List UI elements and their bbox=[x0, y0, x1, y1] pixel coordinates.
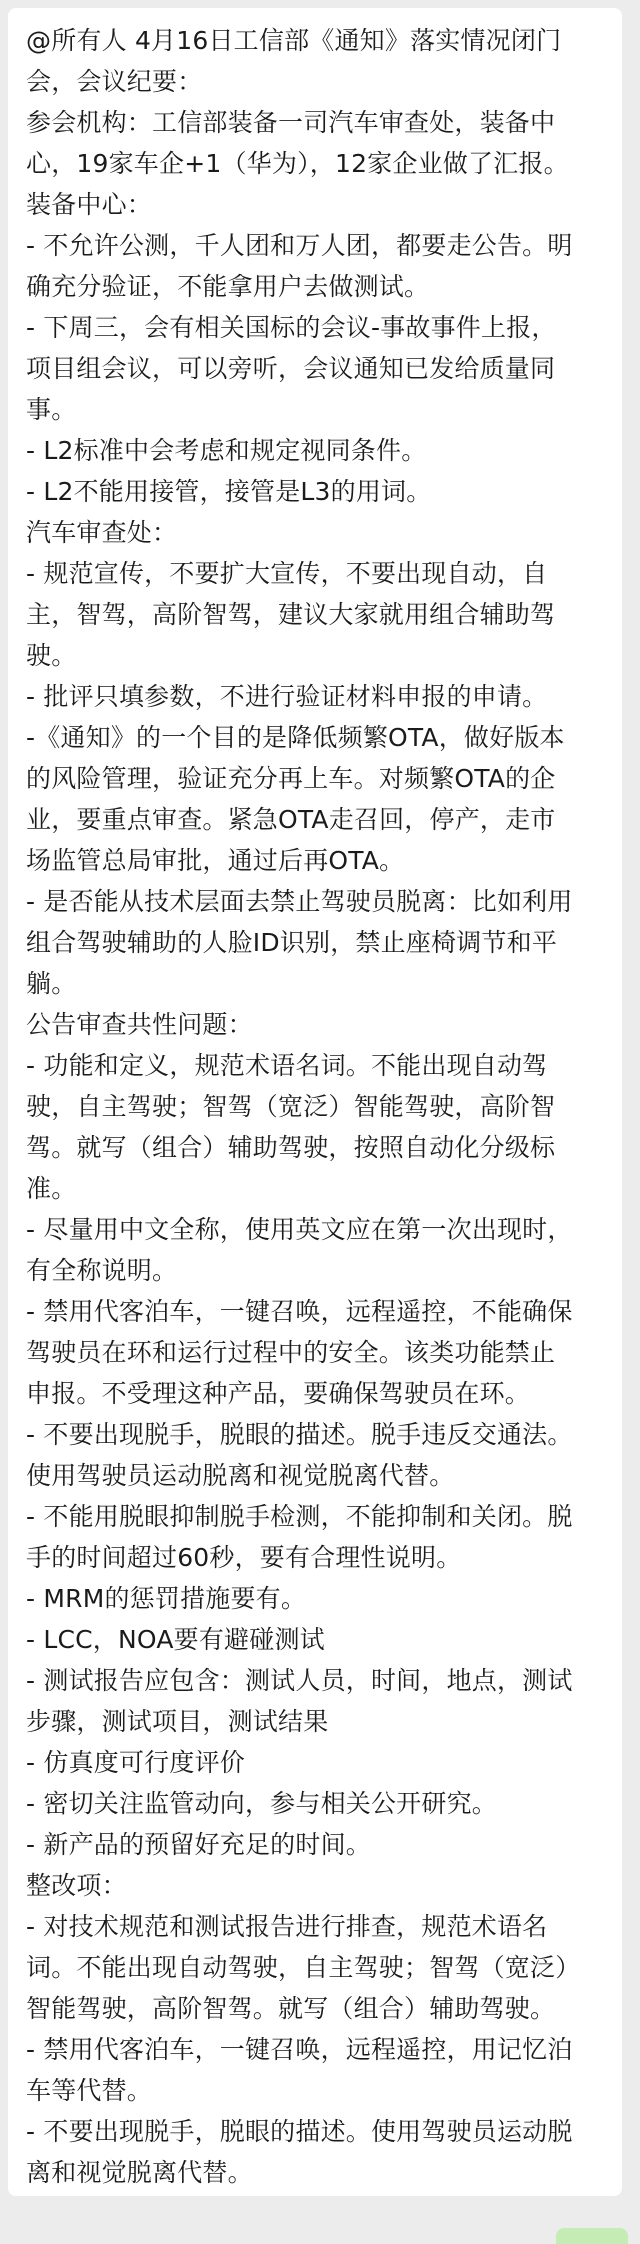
message-line: - 功能和定义，规范术语名词。不能出现自动驾 bbox=[26, 1051, 548, 1080]
message-line: - 新产品的预留好充足的时间。 bbox=[26, 1830, 371, 1859]
next-message-bubble-edge bbox=[556, 2228, 628, 2244]
message-line: 业，要重点审查。紧急OTA走召回，停产，走市 bbox=[26, 805, 556, 834]
message-line: 准。 bbox=[26, 1174, 77, 1203]
message-line: -《通知》的一个目的是降低频繁OTA，做好版本 bbox=[26, 723, 565, 752]
message-line: - 不要出现脱手，脱眼的描述。使用驾驶员运动脱 bbox=[26, 2117, 573, 2146]
message-line: 申报。不受理这种产品，要确保驾驶员在环。 bbox=[26, 1379, 531, 1408]
message-line: - 禁用代客泊车，一键召唤，远程遥控，不能确保 bbox=[26, 1297, 573, 1326]
message-line: 手的时间超过60秒，要有合理性说明。 bbox=[26, 1543, 462, 1572]
message-line: - 测试报告应包含：测试人员，时间，地点，测试 bbox=[26, 1666, 573, 1695]
message-line: 装备中心： bbox=[26, 190, 153, 219]
message-line: 驶，自主驾驶；智驾（宽泛）智能驾驶，高阶智 bbox=[26, 1092, 556, 1121]
message-line: - 批评只填参数，不进行验证材料申报的申请。 bbox=[26, 682, 548, 711]
message-line: - 仿真度可行度评价 bbox=[26, 1748, 245, 1777]
message-line: 使用驾驶员运动脱离和视觉脱离代替。 bbox=[26, 1461, 455, 1490]
message-line: 组合驾驶辅助的人脸ID识别，禁止座椅调节和平 bbox=[26, 928, 558, 957]
chat-message-bubble[interactable] bbox=[8, 8, 622, 2196]
message-line: 会，会议纪要： bbox=[26, 67, 203, 96]
message-line: - 下周三，会有相关国标的会议-事故事件上报， bbox=[26, 313, 557, 342]
message-line: 有全称说明。 bbox=[26, 1256, 178, 1285]
message-line: 离和视觉脱离代替。 bbox=[26, 2158, 253, 2187]
message-line: - 密切关注监管动向，参与相关公开研究。 bbox=[26, 1789, 497, 1818]
message-line: 心，19家车企+1（华为），12家企业做了汇报。 bbox=[26, 149, 569, 178]
message-line: - 对技术规范和测试报告进行排查，规范术语名 bbox=[26, 1912, 548, 1941]
message-line: - LCC，NOA要有避碰测试 bbox=[26, 1625, 325, 1654]
message-line: 公告审查共性问题： bbox=[26, 1010, 253, 1039]
message-line: - 禁用代客泊车，一键召唤，远程遥控，用记忆泊 bbox=[26, 2035, 573, 2064]
message-line: 驾。就写（组合）辅助驾驶，按照自动化分级标 bbox=[26, 1133, 556, 1162]
message-line: 参会机构：工信部装备一司汽车审查处，装备中 bbox=[26, 108, 556, 137]
message-line: - 尽量用中文全称，使用英文应在第一次出现时， bbox=[26, 1215, 573, 1244]
message-line: 词。不能出现自动驾驶，自主驾驶；智驾（宽泛） bbox=[26, 1953, 581, 1982]
message-line: - 规范宣传，不要扩大宣传，不要出现自动，自 bbox=[26, 559, 548, 588]
message-line: 确充分验证，不能拿用户去做测试。 bbox=[26, 272, 430, 301]
message-line: - 不要出现脱手，脱眼的描述。脱手违反交通法。 bbox=[26, 1420, 573, 1449]
message-line: @所有人 4月16日工信部《通知》落实情况闭门 bbox=[26, 26, 562, 55]
message-line: 事。 bbox=[26, 395, 77, 424]
message-line: - 是否能从技术层面去禁止驾驶员脱离：比如利用 bbox=[26, 887, 573, 916]
message-line: 主，智驾，高阶智驾，建议大家就用组合辅助驾 bbox=[26, 600, 556, 629]
message-line: - L2不能用接管，接管是L3的用词。 bbox=[26, 477, 432, 506]
message-line: 汽车审查处： bbox=[26, 518, 178, 547]
message-line: 场监管总局审批，通过后再OTA。 bbox=[26, 846, 405, 875]
message-line: 项目组会议，可以旁听，会议通知已发给质量同 bbox=[26, 354, 556, 383]
message-line: 躺。 bbox=[26, 969, 77, 998]
message-line: 车等代替。 bbox=[26, 2076, 153, 2105]
message-line: 智能驾驶，高阶智驾。就写（组合）辅助驾驶。 bbox=[26, 1994, 556, 2023]
message-line: - 不能用脱眼抑制脱手检测，不能抑制和关闭。脱 bbox=[26, 1502, 573, 1531]
message-line: 步骤，测试项目，测试结果 bbox=[26, 1707, 329, 1736]
message-line: - L2标准中会考虑和规定视同条件。 bbox=[26, 436, 427, 465]
message-line: 整改项： bbox=[26, 1871, 127, 1900]
message-line: 驶。 bbox=[26, 641, 77, 670]
message-line: 驾驶员在环和运行过程中的安全。该类功能禁止 bbox=[26, 1338, 556, 1367]
message-line: - MRM的惩罚措施要有。 bbox=[26, 1584, 307, 1613]
message-line: 的风险管理，验证充分再上车。对频繁OTA的企 bbox=[26, 764, 556, 793]
message-line: - 不允许公测，千人团和万人团，都要走公告。明 bbox=[26, 231, 573, 260]
